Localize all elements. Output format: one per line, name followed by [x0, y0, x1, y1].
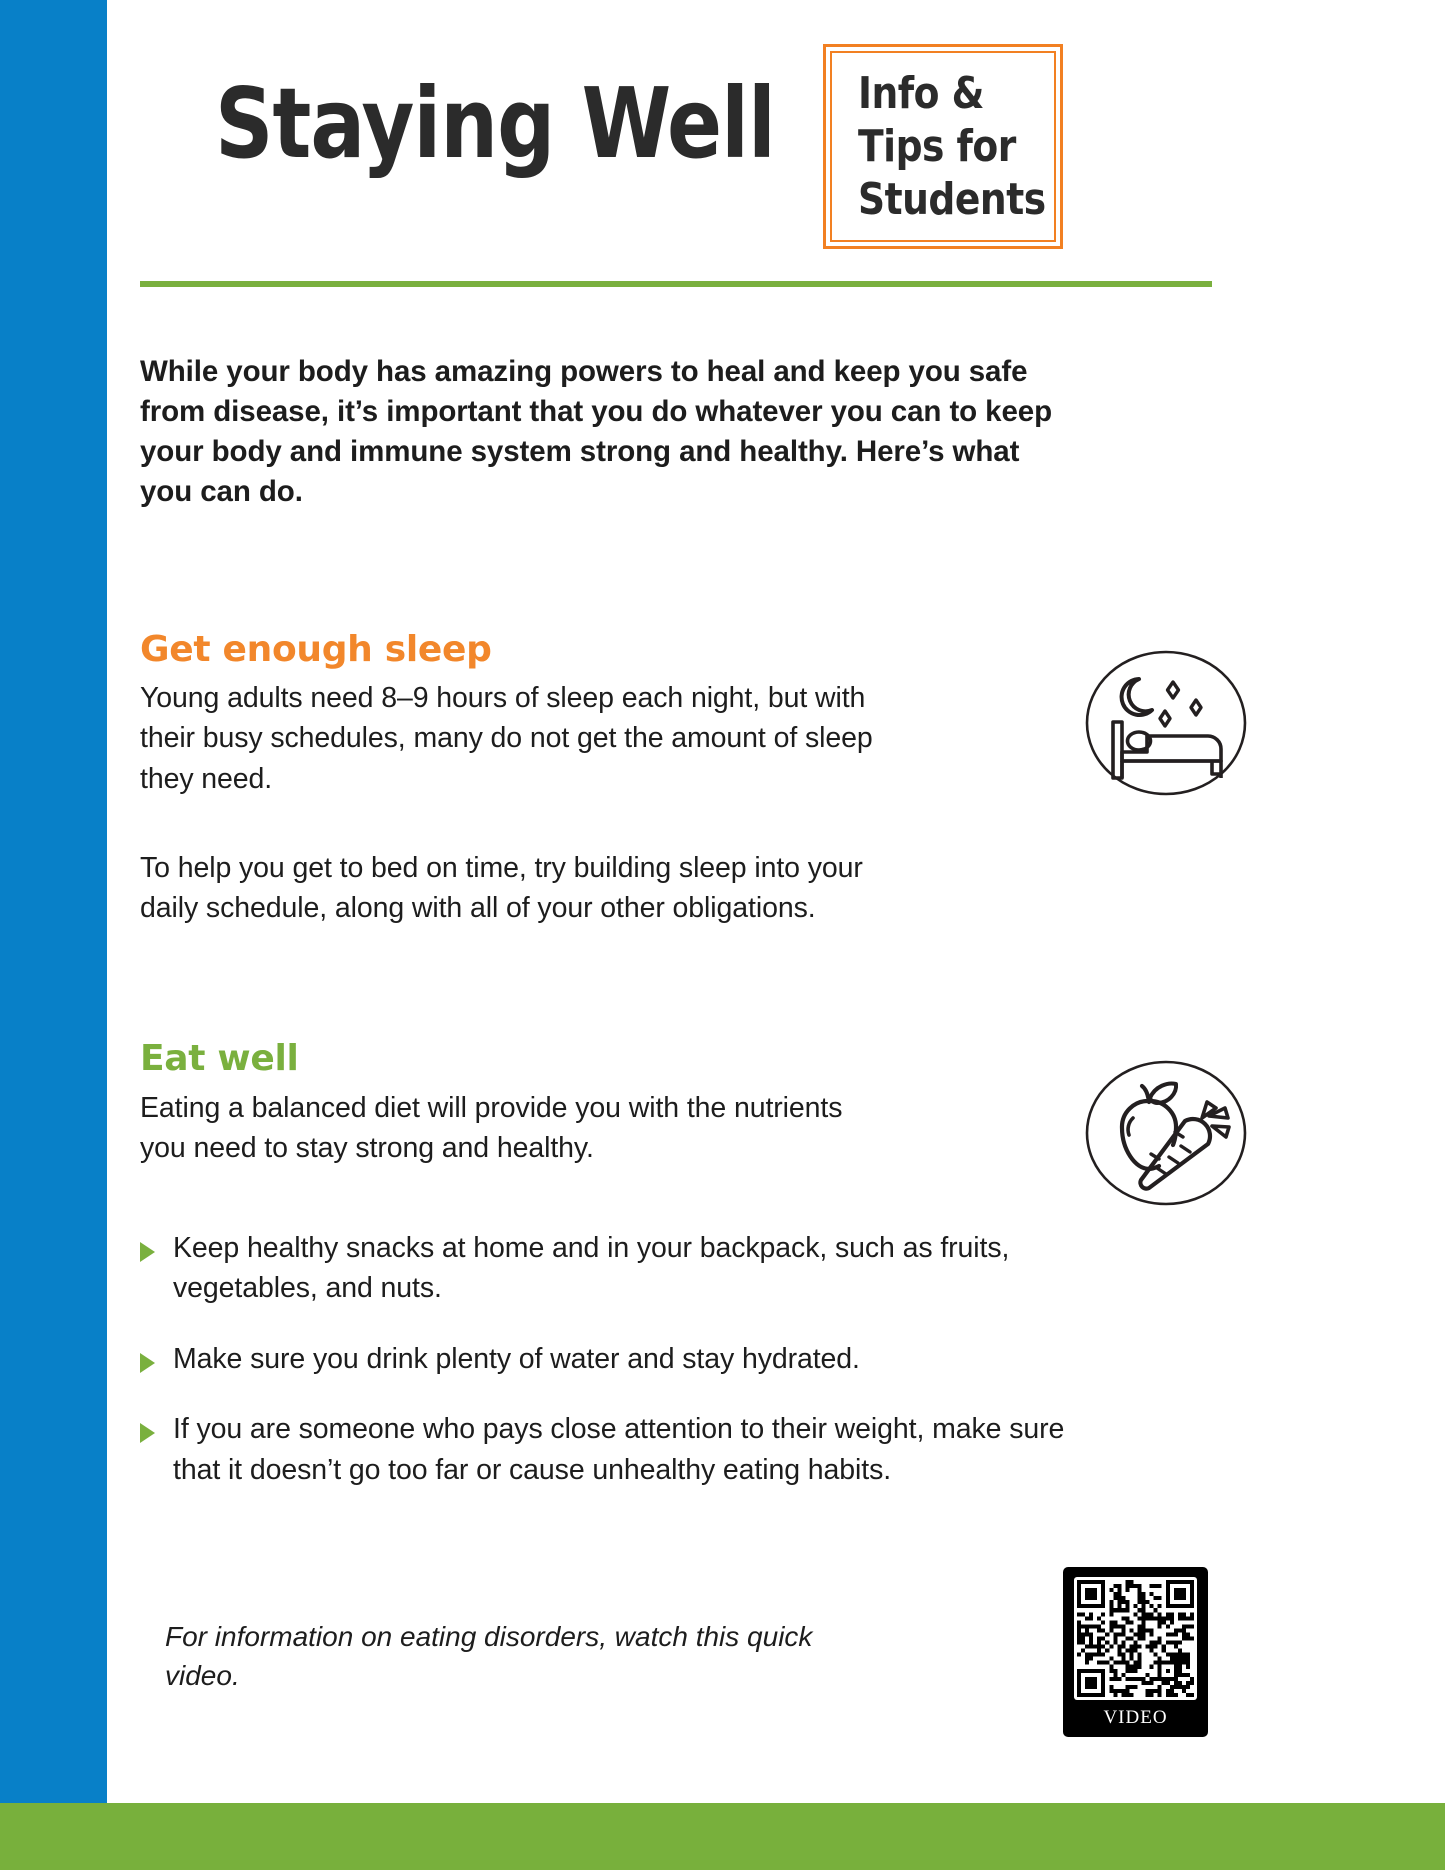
info-tips-line-1: Info &	[858, 67, 984, 119]
bed-moon-stars-icon	[1081, 648, 1251, 798]
triangle-bullet-icon	[140, 1353, 155, 1373]
apple-carrot-icon	[1081, 1058, 1251, 1208]
section-heading-sleep: Get enough sleep	[140, 629, 492, 670]
section-heading-eat: Eat well	[140, 1038, 299, 1079]
list-item	[140, 1228, 1080, 1309]
triangle-bullet-icon	[140, 1423, 155, 1443]
list-item-text: Keep healthy snacks at home and in your backpack, such as fruits, vegetables, and nuts.	[173, 1232, 1010, 1305]
page-title: Staying Well	[215, 67, 775, 180]
bottom-accent-bar	[0, 1803, 1445, 1870]
qr-code-video-link[interactable]	[1063, 1567, 1208, 1737]
qr-code-label: VIDEO	[1103, 1707, 1168, 1728]
eat-bullet-list	[140, 1228, 1080, 1520]
info-tips-box-inner	[830, 51, 1056, 242]
intro-paragraph: While your body has amazing powers to heal and keep you safe from disease, it’s important that you do whatever you can to keep your body and immune system strong and healthy. Here’s what you can do.	[140, 355, 1053, 509]
list-item-text: Make sure you drink plenty of water and stay hydrated.	[173, 1342, 860, 1375]
sleep-paragraph-1: Young adults need 8–9 hours of sleep each night, but with their busy schedules, many do not get the amount of sleep they need.	[140, 682, 873, 795]
info-tips-box	[823, 44, 1063, 249]
list-item-text: If you are someone who pays close attention to their weight, make sure that it doesn’t go too far or cause unhealthy eating habits.	[173, 1413, 1065, 1486]
eat-paragraph-1: Eating a balanced diet will provide you with the nutrients you need to stay strong and healthy.	[140, 1092, 843, 1165]
left-accent-bar	[0, 0, 107, 1803]
header-divider-rule	[140, 281, 1212, 287]
video-caption: For information on eating disorders, watch this quick video.	[165, 1621, 813, 1692]
list-item	[140, 1409, 1080, 1490]
info-tips-line-3: Students	[858, 174, 1046, 226]
info-tips-line-2: Tips for	[858, 120, 1016, 172]
sleep-paragraph-2: To help you get to bed on time, try building sleep into your daily schedule, along with all of your other obligations.	[140, 852, 863, 925]
qr-code-image	[1074, 1577, 1197, 1700]
triangle-bullet-icon	[140, 1242, 155, 1262]
list-item	[140, 1339, 1080, 1379]
